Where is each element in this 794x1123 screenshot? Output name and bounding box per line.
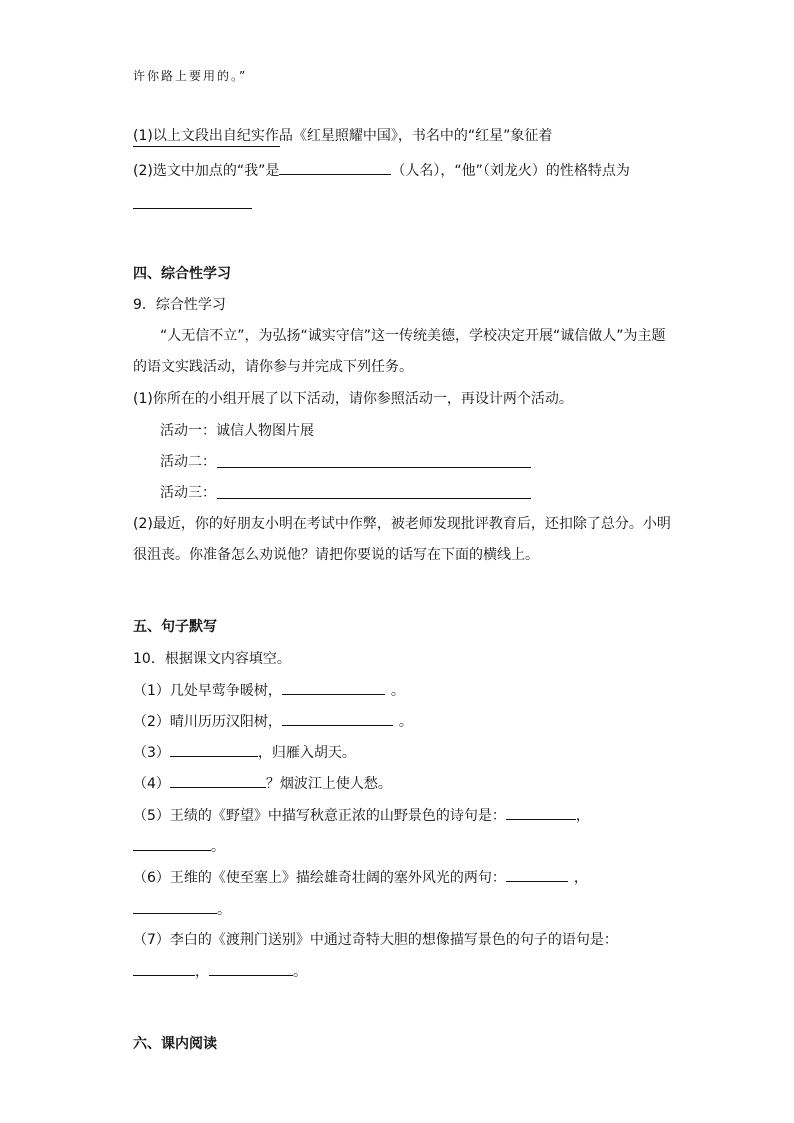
q10-item3 (133, 742, 356, 763)
q10-item6-end: 。 (217, 902, 231, 918)
q10-item2-blank[interactable] (282, 711, 393, 726)
q10-item4-end: ？烟波江上使人愁。 (265, 776, 392, 792)
q8-part2-text-b: （人名），“他”（刘龙火）的性格特点为 (391, 163, 630, 179)
q9-activity3-blank[interactable] (217, 498, 531, 499)
q8-part2-text (133, 160, 630, 181)
q8-part2-text-a: (2)选文中加点的“我”是 (133, 163, 280, 179)
q10-item7-end: 。 (293, 964, 307, 980)
q9-title: 9．综合性学习 (133, 297, 226, 313)
q9-task2-line2: 很沮丧。你准备怎么劝说他？请把你要说的话写在下面的横线上。 (133, 547, 539, 563)
q10-item3-blank[interactable] (170, 742, 258, 757)
q10-item2-end: 。 (398, 714, 413, 730)
q10-item1-blank[interactable] (282, 680, 385, 695)
q10-item2-text: （2）晴川历历汉阳树， (133, 714, 282, 730)
q10-item5-blank2[interactable] (133, 836, 211, 851)
q10-item3-text: （3） (133, 745, 170, 761)
q8-part1-text: (1)以上文段出自纪实作品《红星照耀中国》，书名中的“红星”象征着 (133, 128, 553, 144)
q9-task1: (1)你所在的小组开展了以下活动，请你参照活动一，再设计两个活动。 (133, 391, 573, 407)
q10-item6-blank1[interactable] (506, 867, 568, 882)
q10-item6-text: （6）王维的《使至塞上》描绘雄奇壮阔的塞外风光的两句： (133, 870, 506, 886)
q9-activity2-blank[interactable] (217, 467, 531, 468)
q10-item7-comma: ， (195, 964, 209, 980)
q10-item6 (133, 867, 588, 888)
q10-item5-blank1[interactable] (506, 805, 576, 820)
q10-item5 (133, 805, 590, 826)
q10-item5-cont (133, 836, 225, 857)
q9-intro-line2: 的语文实践活动，请你参与并完成下列任务。 (133, 359, 413, 375)
q8-part2-name-blank[interactable] (279, 160, 391, 175)
q9-task2-line1: (2)最近，你的好朋友小明在考试中作弊，被老师发现批评教育后，还扣除了总分。小明 (133, 516, 671, 532)
q9-activity3-label: 活动三： (160, 485, 216, 501)
q10-item2 (133, 711, 413, 732)
q10-item5-comma: ， (575, 808, 590, 824)
q8-part1-answer-blank[interactable] (133, 146, 280, 147)
q9-intro-line1: “人无信不立”，为弘扬“诚实守信”这一传统美德，学校决定开展“诚信做人”为主题 (160, 328, 666, 344)
q8-part2-trait-blank[interactable] (133, 208, 252, 209)
q10-item6-comma: ， (573, 870, 588, 886)
text-fragment: 许你路上要用的。” (133, 69, 248, 83)
q10-item6-blank2[interactable] (133, 899, 217, 914)
q10-item7-cont (133, 961, 307, 982)
section-heading-4: 四、综合性学习 (133, 266, 231, 282)
q10-item6-cont (133, 899, 231, 920)
q9-activity1: 活动一：诚信人物图片展 (160, 423, 314, 439)
q10-item5-end: 。 (211, 839, 225, 855)
q10-item4-text: （4） (133, 776, 170, 792)
q10-item4 (133, 773, 392, 794)
q10-item1-end: 。 (390, 683, 405, 699)
q10-item1-text: （1）几处早莺争暖树， (133, 683, 282, 699)
q10-item1 (133, 680, 405, 701)
section-heading-5: 五、句子默写 (133, 619, 217, 635)
q10-item7-blank1[interactable] (133, 961, 195, 976)
q10-item4-blank[interactable] (170, 773, 266, 788)
section-heading-6: 六、课内阅读 (133, 1036, 217, 1052)
q10-item5-text: （5）王绩的《野望》中描写秋意正浓的山野景色的诗句是： (133, 808, 506, 824)
q10-item7: （7）李白的《渡荆门送别》中通过奇特大胆的想像描写景色的句子的语句是： (133, 932, 618, 948)
q9-activity2-label: 活动二： (160, 454, 216, 470)
q10-item7-blank2[interactable] (209, 961, 293, 976)
q10-item3-end: ，归雁入胡天。 (257, 745, 356, 761)
q10-title: 10．根据课文内容填空。 (133, 651, 291, 667)
